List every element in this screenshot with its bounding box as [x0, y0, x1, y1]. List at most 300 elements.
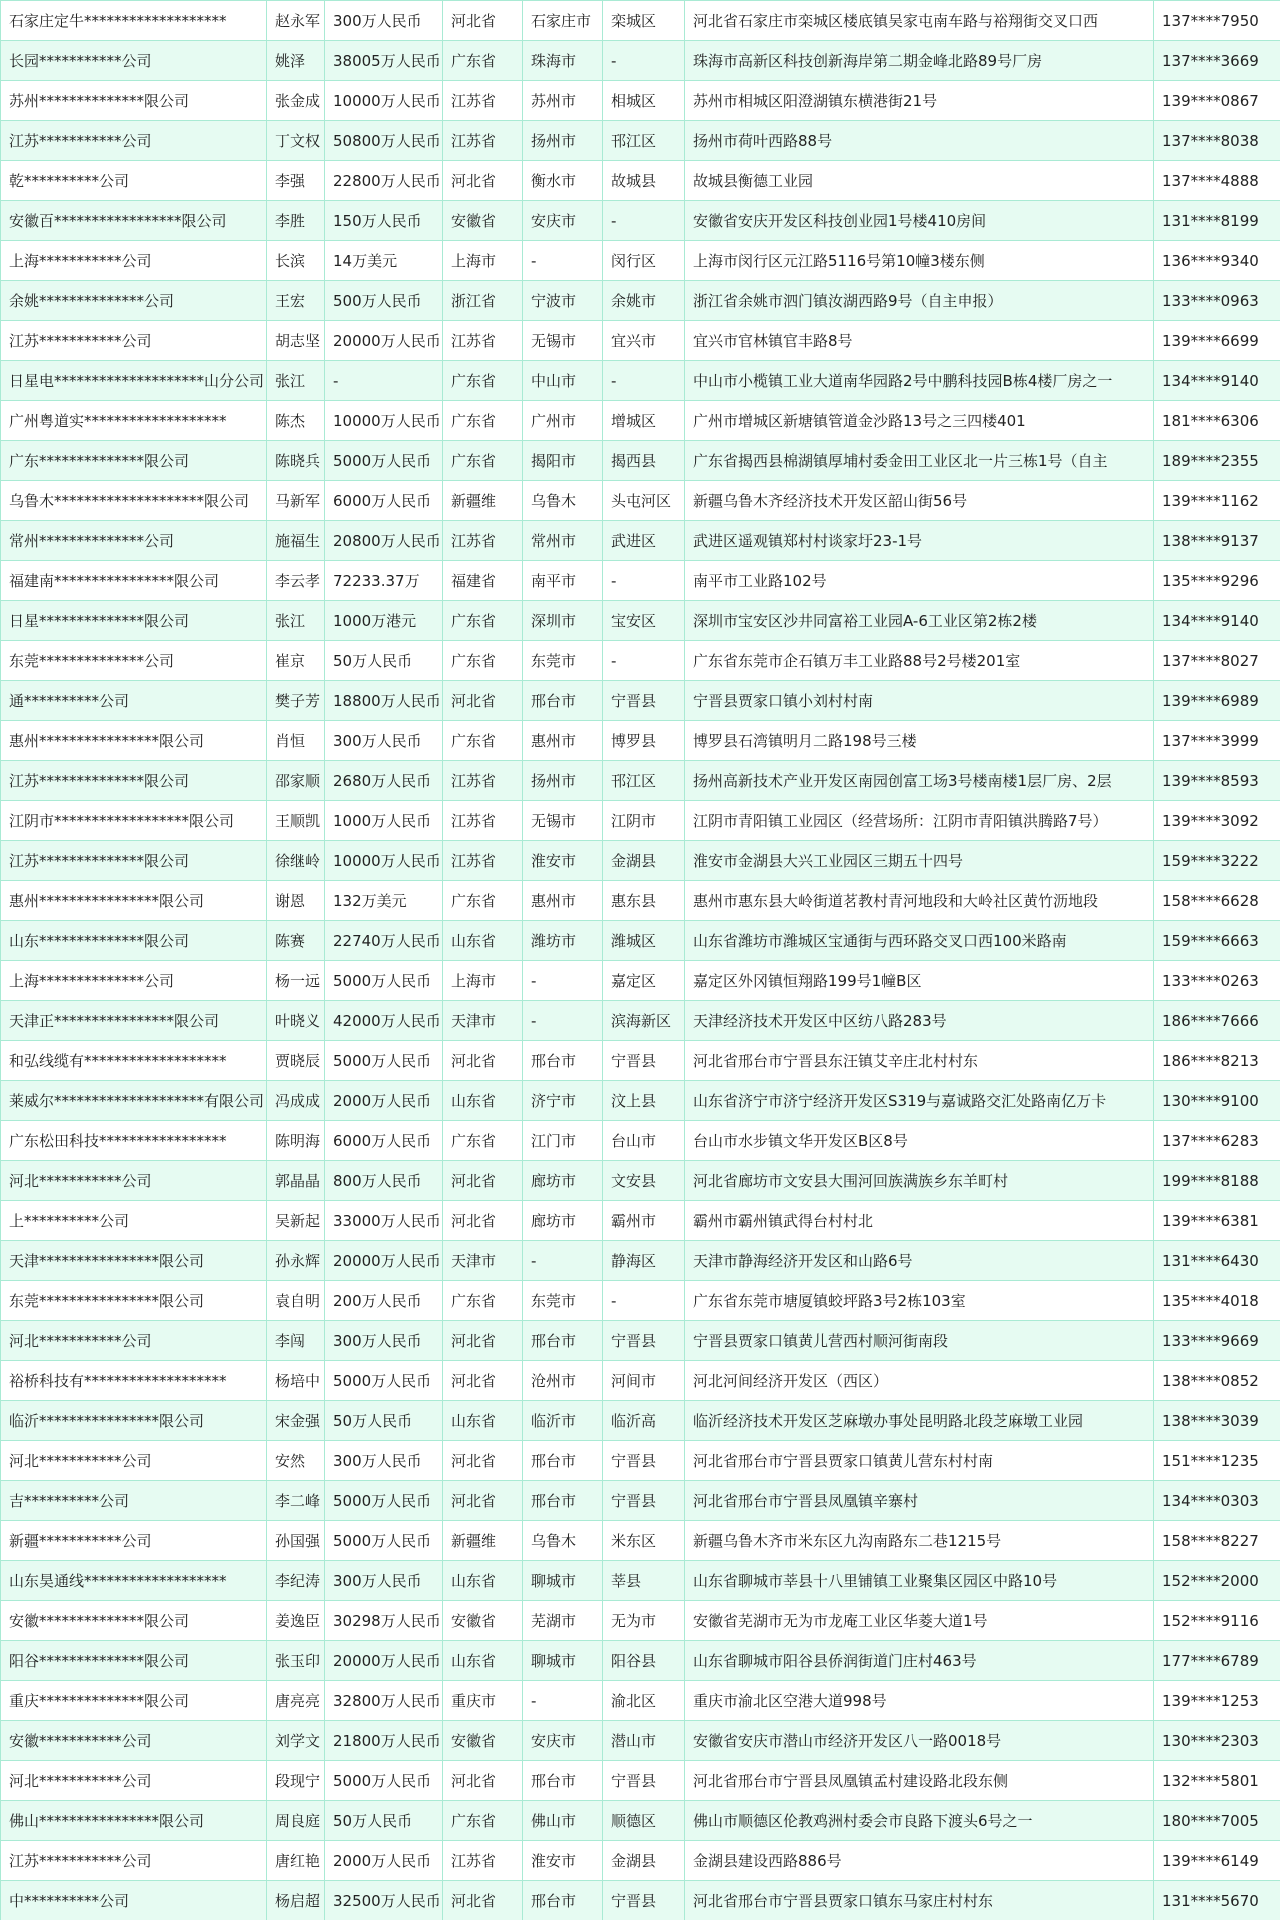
legal-rep-cell: 崔京 — [267, 641, 325, 681]
company-name-cell: 阳谷**************限公司 — [1, 1641, 267, 1681]
city-cell: 苏州市 — [523, 81, 603, 121]
city-cell: 乌鲁木 — [523, 481, 603, 521]
company-name-cell: 乾**********公司 — [1, 161, 267, 201]
legal-rep-cell: 叶晓义 — [267, 1001, 325, 1041]
district-cell: 增城区 — [603, 401, 685, 441]
address-cell: 河北省石家庄市栾城区楼底镇吴家屯南车路与裕翔街交叉口西 — [685, 1, 1154, 41]
city-cell: 常州市 — [523, 521, 603, 561]
table-row[interactable] — [1, 121, 1280, 161]
city-cell: 聊城市 — [523, 1641, 603, 1681]
phone-cell: 139****0867 — [1154, 81, 1280, 121]
legal-rep-cell: 李胜 — [267, 201, 325, 241]
registered-capital-cell: 20000万人民币 — [325, 1641, 443, 1681]
phone-cell: 134****0303 — [1154, 1481, 1280, 1521]
registered-capital-cell: 150万人民币 — [325, 201, 443, 241]
registered-capital-cell: 132万美元 — [325, 881, 443, 921]
address-cell: 山东省聊城市莘县十八里铺镇工业聚集区园区中路10号 — [685, 1561, 1154, 1601]
district-cell: 栾城区 — [603, 1, 685, 41]
address-cell: 广东省东莞市企石镇万丰工业路88号2号楼201室 — [685, 641, 1154, 681]
district-cell: 宁晋县 — [603, 1481, 685, 1521]
district-cell: 江阴市 — [603, 801, 685, 841]
province-cell: 上海市 — [443, 961, 523, 1001]
legal-rep-cell: 张金成 — [267, 81, 325, 121]
city-cell: 乌鲁木 — [523, 1521, 603, 1561]
address-cell: 江阴市青阳镇工业园区（经营场所：江阴市青阳镇洪腾路7号） — [685, 801, 1154, 841]
address-cell: 南平市工业路102号 — [685, 561, 1154, 601]
table-row[interactable] — [1, 401, 1280, 441]
city-cell: 邢台市 — [523, 1321, 603, 1361]
table-row[interactable] — [1, 1001, 1280, 1041]
city-cell: 安庆市 — [523, 1721, 603, 1761]
legal-rep-cell: 赵永军 — [267, 1, 325, 41]
province-cell: 山东省 — [443, 921, 523, 961]
province-cell: 河北省 — [443, 1361, 523, 1401]
registered-capital-cell: 50万人民币 — [325, 1401, 443, 1441]
legal-rep-cell: 长滨 — [267, 241, 325, 281]
legal-rep-cell: 贾晓辰 — [267, 1041, 325, 1081]
table-row[interactable] — [1, 1321, 1280, 1361]
district-cell: 宁晋县 — [603, 1881, 685, 1920]
legal-rep-cell: 袁自明 — [267, 1281, 325, 1321]
table-row[interactable] — [1, 521, 1280, 561]
district-cell: - — [603, 1281, 685, 1321]
table-row[interactable] — [1, 481, 1280, 521]
table-row[interactable] — [1, 1601, 1280, 1641]
district-cell: 潜山市 — [603, 1721, 685, 1761]
city-cell: 东莞市 — [523, 1281, 603, 1321]
company-name-cell: 莱威尔********************有限公司 — [1, 1081, 267, 1121]
table-row[interactable] — [1, 561, 1280, 601]
district-cell: - — [603, 361, 685, 401]
province-cell: 江苏省 — [443, 81, 523, 121]
table-row[interactable] — [1, 281, 1280, 321]
address-cell: 淮安市金湖县大兴工业园区三期五十四号 — [685, 841, 1154, 881]
address-cell: 天津市静海经济开发区和山路6号 — [685, 1241, 1154, 1281]
city-cell: 江门市 — [523, 1121, 603, 1161]
district-cell: 莘县 — [603, 1561, 685, 1601]
city-cell: 济宁市 — [523, 1081, 603, 1121]
company-name-cell: 天津****************限公司 — [1, 1241, 267, 1281]
table-row[interactable] — [1, 1161, 1280, 1201]
company-name-cell: 吉**********公司 — [1, 1481, 267, 1521]
city-cell: 南平市 — [523, 561, 603, 601]
district-cell: 揭西县 — [603, 441, 685, 481]
phone-cell: 135****4018 — [1154, 1281, 1280, 1321]
legal-rep-cell: 王宏 — [267, 281, 325, 321]
address-cell: 上海市闵行区元江路5116号第10幢3楼东侧 — [685, 241, 1154, 281]
company-name-cell: 临沂****************限公司 — [1, 1401, 267, 1441]
city-cell: 潍坊市 — [523, 921, 603, 961]
province-cell: 广东省 — [443, 881, 523, 921]
city-cell: 衡水市 — [523, 161, 603, 201]
city-cell: 安庆市 — [523, 201, 603, 241]
table-row[interactable] — [1, 961, 1280, 1001]
table-row[interactable] — [1, 801, 1280, 841]
address-cell: 佛山市顺德区伦教鸡洲村委会市良路下渡头6号之一 — [685, 1801, 1154, 1841]
phone-cell: 138****0852 — [1154, 1361, 1280, 1401]
company-name-cell: 惠州****************限公司 — [1, 881, 267, 921]
legal-rep-cell: 邵家顺 — [267, 761, 325, 801]
legal-rep-cell: 姜逸臣 — [267, 1601, 325, 1641]
district-cell: 滨海新区 — [603, 1001, 685, 1041]
district-cell: 静海区 — [603, 1241, 685, 1281]
address-cell: 台山市水步镇文华开发区B区8号 — [685, 1121, 1154, 1161]
province-cell: 山东省 — [443, 1081, 523, 1121]
province-cell: 山东省 — [443, 1561, 523, 1601]
legal-rep-cell: 孙永辉 — [267, 1241, 325, 1281]
registered-capital-cell: 32500万人民币 — [325, 1881, 443, 1920]
city-cell: 聊城市 — [523, 1561, 603, 1601]
province-cell: 广东省 — [443, 1801, 523, 1841]
legal-rep-cell: 姚泽 — [267, 41, 325, 81]
table-row[interactable] — [1, 1241, 1280, 1281]
phone-cell: 189****2355 — [1154, 441, 1280, 481]
city-cell: 无锡市 — [523, 321, 603, 361]
district-cell: 宁晋县 — [603, 1041, 685, 1081]
table-row[interactable] — [1, 41, 1280, 81]
registered-capital-cell: 300万人民币 — [325, 1321, 443, 1361]
city-cell: 揭阳市 — [523, 441, 603, 481]
province-cell: 河北省 — [443, 1321, 523, 1361]
city-cell: 淮安市 — [523, 841, 603, 881]
legal-rep-cell: 李闯 — [267, 1321, 325, 1361]
table-row[interactable] — [1, 1481, 1280, 1521]
company-name-cell: 和弘线缆有******************* — [1, 1041, 267, 1081]
company-name-cell: 山东昊通线******************* — [1, 1561, 267, 1601]
address-cell: 扬州市荷叶西路88号 — [685, 121, 1154, 161]
city-cell: 广州市 — [523, 401, 603, 441]
company-name-cell: 余姚**************公司 — [1, 281, 267, 321]
phone-cell: 137****3999 — [1154, 721, 1280, 761]
district-cell: 汶上县 — [603, 1081, 685, 1121]
table-row[interactable] — [1, 1201, 1280, 1241]
phone-cell: 139****3092 — [1154, 801, 1280, 841]
district-cell: 临沂高 — [603, 1401, 685, 1441]
address-cell: 新疆乌鲁木齐经济技术开发区韶山街56号 — [685, 481, 1154, 521]
phone-cell: 158****8227 — [1154, 1521, 1280, 1561]
company-name-cell: 安徽**************限公司 — [1, 1601, 267, 1641]
company-name-cell: 长园***********公司 — [1, 41, 267, 81]
district-cell: 宝安区 — [603, 601, 685, 641]
legal-rep-cell: 杨启超 — [267, 1881, 325, 1920]
district-cell: 宁晋县 — [603, 681, 685, 721]
city-cell: 邢台市 — [523, 1881, 603, 1920]
phone-cell: 137****8038 — [1154, 121, 1280, 161]
legal-rep-cell: 周良庭 — [267, 1801, 325, 1841]
province-cell: 江苏省 — [443, 761, 523, 801]
registered-capital-cell: - — [325, 361, 443, 401]
phone-cell: 131****6430 — [1154, 1241, 1280, 1281]
province-cell: 河北省 — [443, 1441, 523, 1481]
province-cell: 山东省 — [443, 1401, 523, 1441]
registered-capital-cell: 38005万人民币 — [325, 41, 443, 81]
phone-cell: 199****8188 — [1154, 1161, 1280, 1201]
table-row[interactable] — [1, 601, 1280, 641]
legal-rep-cell: 李云孝 — [267, 561, 325, 601]
legal-rep-cell: 樊子芳 — [267, 681, 325, 721]
table-row[interactable] — [1, 721, 1280, 761]
phone-cell: 139****6699 — [1154, 321, 1280, 361]
address-cell: 山东省潍坊市潍城区宝通街与西环路交叉口西100米路南 — [685, 921, 1154, 961]
address-cell: 安徽省安庆市潜山市经济开发区八一路0018号 — [685, 1721, 1154, 1761]
legal-rep-cell: 宋金强 — [267, 1401, 325, 1441]
table-row[interactable] — [1, 1441, 1280, 1481]
company-name-cell: 江苏***********公司 — [1, 1841, 267, 1881]
address-cell: 深圳市宝安区沙井同富裕工业园A-6工业区第2栋2楼 — [685, 601, 1154, 641]
company-name-cell: 江苏**************限公司 — [1, 841, 267, 881]
district-cell: 闵行区 — [603, 241, 685, 281]
city-cell: 惠州市 — [523, 721, 603, 761]
company-name-cell: 裕桥科技有******************* — [1, 1361, 267, 1401]
province-cell: 山东省 — [443, 1641, 523, 1681]
table-row[interactable] — [1, 761, 1280, 801]
phone-cell: 133****9669 — [1154, 1321, 1280, 1361]
table-row[interactable] — [1, 1521, 1280, 1561]
company-name-cell: 河北***********公司 — [1, 1441, 267, 1481]
company-name-cell: 上**********公司 — [1, 1201, 267, 1241]
table-row[interactable] — [1, 1121, 1280, 1161]
address-cell: 故城县衡德工业园 — [685, 161, 1154, 201]
phone-cell: 186****8213 — [1154, 1041, 1280, 1081]
phone-cell: 130****2303 — [1154, 1721, 1280, 1761]
registered-capital-cell: 32800万人民币 — [325, 1681, 443, 1721]
province-cell: 河北省 — [443, 1161, 523, 1201]
table-row[interactable] — [1, 161, 1280, 201]
table-row[interactable] — [1, 1721, 1280, 1761]
legal-rep-cell: 马新军 — [267, 481, 325, 521]
company-name-cell: 通**********公司 — [1, 681, 267, 721]
registered-capital-cell: 5000万人民币 — [325, 1361, 443, 1401]
legal-rep-cell: 杨一远 — [267, 961, 325, 1001]
district-cell: - — [603, 641, 685, 681]
legal-rep-cell: 李强 — [267, 161, 325, 201]
province-cell: 浙江省 — [443, 281, 523, 321]
registered-capital-cell: 200万人民币 — [325, 1281, 443, 1321]
table-row[interactable] — [1, 1681, 1280, 1721]
company-name-cell: 广东松田科技***************** — [1, 1121, 267, 1161]
address-cell: 霸州市霸州镇武得台村村北 — [685, 1201, 1154, 1241]
address-cell: 山东省聊城市阳谷县侨润街道门庄村463号 — [685, 1641, 1154, 1681]
province-cell: 广东省 — [443, 601, 523, 641]
legal-rep-cell: 陈杰 — [267, 401, 325, 441]
phone-cell: 134****9140 — [1154, 601, 1280, 641]
phone-cell: 138****9137 — [1154, 521, 1280, 561]
city-cell: 中山市 — [523, 361, 603, 401]
registered-capital-cell: 800万人民币 — [325, 1161, 443, 1201]
district-cell: 无为市 — [603, 1601, 685, 1641]
province-cell: 新疆维 — [443, 481, 523, 521]
registered-capital-cell: 33000万人民币 — [325, 1201, 443, 1241]
phone-cell: 134****9140 — [1154, 361, 1280, 401]
legal-rep-cell: 胡志坚 — [267, 321, 325, 361]
table-row[interactable] — [1, 1881, 1280, 1920]
phone-cell: 135****9296 — [1154, 561, 1280, 601]
company-name-cell: 惠州****************限公司 — [1, 721, 267, 761]
company-name-cell: 石家庄定牛******************* — [1, 1, 267, 41]
province-cell: 福建省 — [443, 561, 523, 601]
province-cell: 河北省 — [443, 1481, 523, 1521]
legal-rep-cell: 陈晓兵 — [267, 441, 325, 481]
registered-capital-cell: 300万人民币 — [325, 1561, 443, 1601]
phone-cell: 133****0263 — [1154, 961, 1280, 1001]
legal-rep-cell: 安然 — [267, 1441, 325, 1481]
province-cell: 江苏省 — [443, 1841, 523, 1881]
table-row[interactable] — [1, 321, 1280, 361]
address-cell: 河北河间经济开发区（西区） — [685, 1361, 1154, 1401]
registered-capital-cell: 14万美元 — [325, 241, 443, 281]
company-name-cell: 日星电********************山分公司 — [1, 361, 267, 401]
city-cell: 惠州市 — [523, 881, 603, 921]
address-cell: 河北省邢台市宁晋县凤凰镇孟村建设路北段东侧 — [685, 1761, 1154, 1801]
registered-capital-cell: 21800万人民币 — [325, 1721, 443, 1761]
phone-cell: 152****2000 — [1154, 1561, 1280, 1601]
company-name-cell: 常州**************公司 — [1, 521, 267, 561]
table-row[interactable] — [1, 1281, 1280, 1321]
registered-capital-cell: 10000万人民币 — [325, 81, 443, 121]
registered-capital-cell: 10000万人民币 — [325, 401, 443, 441]
company-name-cell: 重庆**************限公司 — [1, 1681, 267, 1721]
table-row[interactable] — [1, 1801, 1280, 1841]
address-cell: 博罗县石湾镇明月二路198号三楼 — [685, 721, 1154, 761]
district-cell: 嘉定区 — [603, 961, 685, 1001]
company-name-cell: 安徽百*****************限公司 — [1, 201, 267, 241]
registered-capital-cell: 2680万人民币 — [325, 761, 443, 801]
district-cell: 宁晋县 — [603, 1761, 685, 1801]
city-cell: - — [523, 1001, 603, 1041]
table-row[interactable] — [1, 841, 1280, 881]
table-row[interactable] — [1, 1841, 1280, 1881]
legal-rep-cell: 丁文权 — [267, 121, 325, 161]
address-cell: 安徽省芜湖市无为市龙庵工业区华菱大道1号 — [685, 1601, 1154, 1641]
district-cell: 宁晋县 — [603, 1321, 685, 1361]
table-row[interactable] — [1, 1561, 1280, 1601]
legal-rep-cell: 张江 — [267, 601, 325, 641]
province-cell: 江苏省 — [443, 801, 523, 841]
table-row[interactable] — [1, 201, 1280, 241]
registered-capital-cell: 2000万人民币 — [325, 1081, 443, 1121]
city-cell: 邢台市 — [523, 681, 603, 721]
city-cell: 芜湖市 — [523, 1601, 603, 1641]
registered-capital-cell: 18800万人民币 — [325, 681, 443, 721]
company-name-cell: 天津正****************限公司 — [1, 1001, 267, 1041]
table-row[interactable] — [1, 1641, 1280, 1681]
phone-cell: 137****6283 — [1154, 1121, 1280, 1161]
phone-cell: 132****5801 — [1154, 1761, 1280, 1801]
address-cell: 广东省东莞市塘厦镇蛟坪路3号2栋103室 — [685, 1281, 1154, 1321]
table-row[interactable] — [1, 1041, 1280, 1081]
table-row[interactable] — [1, 361, 1280, 401]
phone-cell: 139****1162 — [1154, 481, 1280, 521]
city-cell: 邢台市 — [523, 1761, 603, 1801]
company-name-cell: 河北***********公司 — [1, 1321, 267, 1361]
registered-capital-cell: 22800万人民币 — [325, 161, 443, 201]
district-cell: 相城区 — [603, 81, 685, 121]
table-row[interactable] — [1, 81, 1280, 121]
table-row[interactable] — [1, 1, 1280, 41]
address-cell: 扬州高新技术产业开发区南园创富工场3号楼南楼1层厂房、2层 — [685, 761, 1154, 801]
company-name-cell: 江阴市******************限公司 — [1, 801, 267, 841]
province-cell: 重庆市 — [443, 1681, 523, 1721]
phone-cell: 186****7666 — [1154, 1001, 1280, 1041]
table-row[interactable] — [1, 241, 1280, 281]
table-row[interactable] — [1, 441, 1280, 481]
address-cell: 河北省邢台市宁晋县贾家口镇黄儿营东村村南 — [685, 1441, 1154, 1481]
legal-rep-cell: 张江 — [267, 361, 325, 401]
table-row[interactable] — [1, 921, 1280, 961]
district-cell: - — [603, 41, 685, 81]
phone-cell: 137****4888 — [1154, 161, 1280, 201]
phone-cell: 181****6306 — [1154, 401, 1280, 441]
phone-cell: 139****1253 — [1154, 1681, 1280, 1721]
province-cell: 河北省 — [443, 1761, 523, 1801]
table-row[interactable] — [1, 1401, 1280, 1441]
city-cell: 佛山市 — [523, 1801, 603, 1841]
registered-capital-cell: 42000万人民币 — [325, 1001, 443, 1041]
company-name-cell: 江苏**************限公司 — [1, 761, 267, 801]
province-cell: 江苏省 — [443, 521, 523, 561]
city-cell: 宁波市 — [523, 281, 603, 321]
address-cell: 惠州市惠东县大岭街道茗教村青河地段和大岭社区黄竹沥地段 — [685, 881, 1154, 921]
phone-cell: 131****8199 — [1154, 201, 1280, 241]
province-cell: 广东省 — [443, 401, 523, 441]
district-cell: 头屯河区 — [603, 481, 685, 521]
registered-capital-cell: 22740万人民币 — [325, 921, 443, 961]
phone-cell: 139****6989 — [1154, 681, 1280, 721]
legal-rep-cell: 徐继岭 — [267, 841, 325, 881]
city-cell: 无锡市 — [523, 801, 603, 841]
company-name-cell: 江苏***********公司 — [1, 321, 267, 361]
table-row[interactable] — [1, 881, 1280, 921]
legal-rep-cell: 李二峰 — [267, 1481, 325, 1521]
registered-capital-cell: 20000万人民币 — [325, 321, 443, 361]
address-cell: 广东省揭西县棉湖镇厚埔村委金田工业区北一片三栋1号（自主 — [685, 441, 1154, 481]
table-row[interactable] — [1, 681, 1280, 721]
address-cell: 中山市小榄镇工业大道南华园路2号中鹏科技园B栋4楼厂房之一 — [685, 361, 1154, 401]
city-cell: - — [523, 1681, 603, 1721]
city-cell: 石家庄市 — [523, 1, 603, 41]
registered-capital-cell: 5000万人民币 — [325, 1521, 443, 1561]
address-cell: 山东省济宁市济宁经济开发区S319与嘉诚路交汇处路南亿万卡 — [685, 1081, 1154, 1121]
province-cell: 安徽省 — [443, 1601, 523, 1641]
table-body — [1, 1, 1280, 1920]
city-cell: 扬州市 — [523, 761, 603, 801]
province-cell: 广东省 — [443, 1281, 523, 1321]
registered-capital-cell: 6000万人民币 — [325, 1121, 443, 1161]
province-cell: 河北省 — [443, 681, 523, 721]
registered-capital-cell: 500万人民币 — [325, 281, 443, 321]
city-cell: 珠海市 — [523, 41, 603, 81]
table-row[interactable] — [1, 1361, 1280, 1401]
registered-capital-cell: 20000万人民币 — [325, 1241, 443, 1281]
city-cell: 深圳市 — [523, 601, 603, 641]
province-cell: 广东省 — [443, 361, 523, 401]
registered-capital-cell: 72233.37万 — [325, 561, 443, 601]
district-cell: - — [603, 201, 685, 241]
address-cell: 宁晋县贾家口镇黄儿营西村顺河街南段 — [685, 1321, 1154, 1361]
district-cell: 邗江区 — [603, 121, 685, 161]
table-row[interactable] — [1, 1761, 1280, 1801]
district-cell: 米东区 — [603, 1521, 685, 1561]
table-row[interactable] — [1, 1081, 1280, 1121]
phone-cell: 133****0963 — [1154, 281, 1280, 321]
address-cell: 临沂经济技术开发区芝麻墩办事处昆明路北段芝麻墩工业园 — [685, 1401, 1154, 1441]
registered-capital-cell: 50万人民币 — [325, 641, 443, 681]
registered-capital-cell: 50800万人民币 — [325, 121, 443, 161]
phone-cell: 137****3669 — [1154, 41, 1280, 81]
legal-rep-cell: 吴新起 — [267, 1201, 325, 1241]
table-row[interactable] — [1, 641, 1280, 681]
registered-capital-cell: 5000万人民币 — [325, 1481, 443, 1521]
